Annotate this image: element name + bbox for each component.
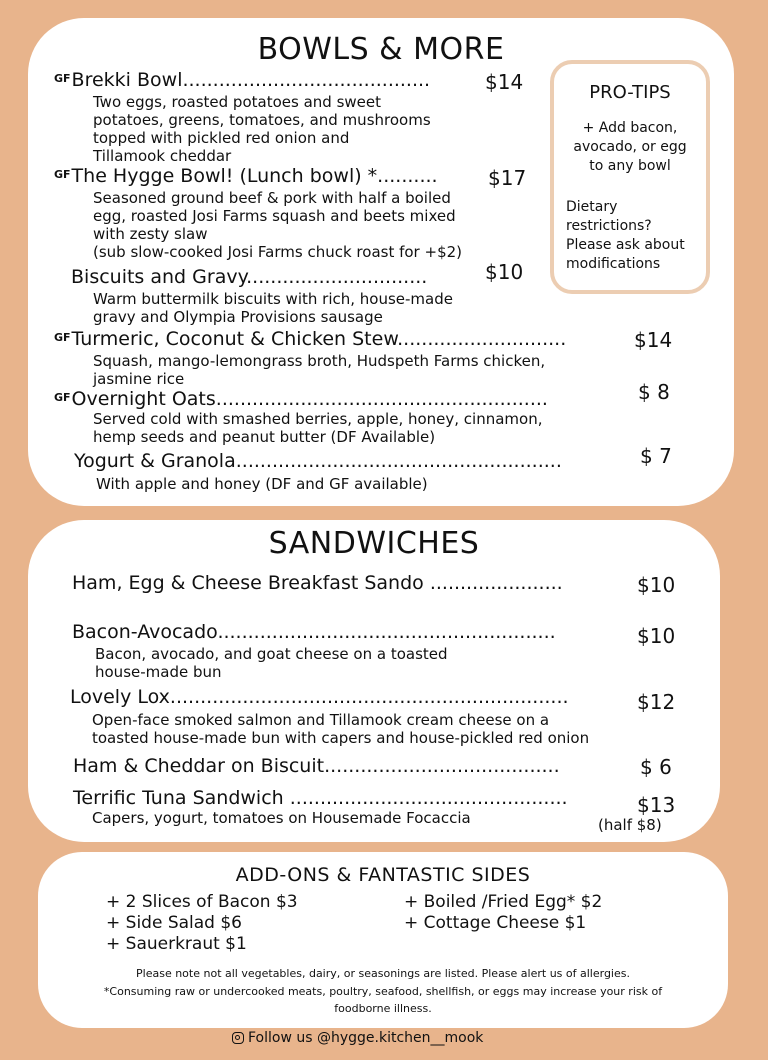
item-description: [95, 645, 448, 681]
desc-line: Squash, mango-lemongrass broth, Hudspeth Farms chicken,: [93, 352, 546, 370]
leader-dots: ..................................................................: [169, 686, 569, 708]
desc-line: with zesty slaw: [93, 225, 208, 243]
desc-line: Two eggs, roasted potatoes and sweet: [93, 93, 381, 111]
item-price: $14: [634, 328, 673, 352]
desc-line: Seasoned ground beef & pork with half a boiled: [93, 189, 451, 207]
item-description: [93, 352, 545, 388]
gf-badge: GF: [54, 391, 71, 404]
desc-line: gravy and Olympia Provisions sausage: [93, 308, 383, 326]
leader-dots: ........................................................: [217, 621, 556, 643]
leader-dots: ..........: [377, 165, 438, 187]
desc-line: Warm buttermilk biscuits with rich, house-made: [93, 290, 453, 308]
leader-dots: ............................: [397, 328, 567, 350]
item-price: $ 7: [640, 444, 672, 468]
social-follow[interactable]: [232, 1030, 483, 1046]
item-name: Terrific Tuna Sandwich: [73, 787, 284, 809]
leader-dots: ..............................: [246, 266, 428, 288]
sandwiches-title: SANDWICHES: [268, 526, 480, 561]
addon-item: + Side Salad $6: [106, 913, 242, 933]
leader-dots: .........................................: [182, 69, 431, 91]
pro-tips-title: PRO-TIPS: [589, 82, 671, 103]
item-price: $13: [637, 793, 676, 817]
desc-line: Bacon, avocado, and goat cheese on a toasted: [95, 645, 448, 663]
menu-item-hygge-bowl: [54, 165, 438, 187]
instagram-icon: [232, 1032, 244, 1044]
desc-line: hemp seeds and peanut butter (DF Available): [93, 428, 436, 446]
item-name: Lovely Lox: [70, 686, 170, 708]
menu-item-bacon-avocado: [72, 621, 556, 643]
item-price: $17: [488, 166, 527, 190]
item-description: [93, 290, 453, 326]
menu-item-turmeric-stew: [54, 328, 566, 350]
desc-line: jasmine rice: [93, 370, 185, 388]
desc-line: Open-face smoked salmon and Tillamook cream cheese on a: [92, 711, 550, 729]
item-price: $10: [485, 260, 524, 284]
half-price: (half $8): [598, 816, 662, 834]
item-name: Turmeric, Coconut & Chicken Stew: [71, 328, 398, 350]
gf-badge: GF: [54, 72, 71, 85]
desc-line: topped with pickled red onion and: [93, 129, 350, 147]
item-description: [92, 711, 589, 747]
item-price: $ 8: [638, 380, 670, 404]
addons-title: ADD-ONS & FANTASTIC SIDES: [235, 864, 531, 886]
addon-item: + Boiled /Fried Egg* $2: [404, 892, 603, 912]
item-price: $10: [637, 573, 676, 597]
item-name: The Hygge Bowl! (Lunch bowl) *: [71, 165, 378, 187]
addon-item: + Cottage Cheese $1: [404, 913, 587, 933]
item-description: [93, 93, 431, 165]
allergy-note: Please note not all vegetables, dairy, or seasonings are listed. Please alert us of allergies.: [136, 967, 630, 980]
leader-dots: .......................................................: [215, 388, 548, 410]
desc-line: Capers, yogurt, tomatoes on Housemade Focaccia: [92, 809, 471, 827]
item-name: Brekki Bowl: [71, 69, 183, 91]
desc-line: (sub slow-cooked Josi Farms chuck roast for +$2): [93, 243, 463, 261]
item-price: $14: [485, 70, 524, 94]
item-price: $10: [637, 624, 676, 648]
gf-badge: GF: [54, 331, 71, 344]
pro-tip-text: + Add bacon, avocado, or egg to any bowl: [573, 120, 687, 174]
item-name: Yogurt & Granola: [74, 450, 236, 472]
item-name: Ham, Egg & Cheese Breakfast Sando: [72, 572, 424, 594]
item-price: $12: [637, 690, 676, 714]
social-handle[interactable]: Follow us @hygge.kitchen__mook: [248, 1030, 484, 1046]
menu-item-terrific-tuna: [73, 787, 568, 809]
item-description: [96, 475, 428, 493]
addon-item: + 2 Slices of Bacon $3: [106, 892, 298, 912]
menu-item-yogurt-granola: [74, 450, 562, 472]
raw-food-warning: *Consuming raw or undercooked meats, poultry, seafood, shellfish, or eggs may increase your risk of: [103, 985, 663, 998]
menu-item-overnight-oats: [54, 388, 548, 410]
item-name: Bacon-Avocado: [72, 621, 218, 643]
menu-item-ham-cheddar-biscuit: [73, 755, 560, 777]
addons-card: [38, 852, 728, 1028]
item-name: Overnight Oats: [71, 388, 216, 410]
pro-tips-box: [550, 60, 710, 294]
leader-dots: .......................................: [324, 755, 560, 777]
item-price: $ 6: [640, 755, 672, 779]
desc-line: Tillamook cheddar: [93, 147, 232, 165]
menu-item-brekki-bowl: [54, 69, 430, 91]
desc-line: Served cold with smashed berries, apple, honey, cinnamon,: [93, 410, 543, 428]
sandwiches-card: [28, 520, 720, 842]
menu-item-ham-egg-cheese: [72, 572, 563, 594]
desc-line: egg, roasted Josi Farms squash and beets mixed: [93, 207, 456, 225]
desc-line: toasted house-made bun with capers and house-pickled red onion: [92, 729, 590, 747]
desc-line: house-made bun: [95, 663, 222, 681]
desc-line: With apple and honey (DF and GF available): [96, 475, 428, 493]
raw-food-warning-cont: foodborne illness.: [334, 1002, 432, 1015]
gf-badge: GF: [54, 168, 71, 181]
bowls-title: BOWLS & MORE: [257, 32, 505, 67]
menu-item-lovely-lox: [70, 686, 569, 708]
leader-dots: ......................: [423, 572, 563, 594]
item-description: [93, 189, 462, 261]
item-name: Ham & Cheddar on Biscuit: [73, 755, 325, 777]
item-description: [92, 809, 471, 827]
menu-item-biscuits-gravy: [71, 266, 427, 288]
dietary-note: Dietary restrictions? Please ask about modifications: [566, 199, 685, 272]
leader-dots: ..............................................: [283, 787, 568, 809]
item-name: Biscuits and Gravy: [71, 266, 247, 288]
item-description: [93, 410, 543, 446]
addon-item: + Sauerkraut $1: [106, 934, 247, 954]
leader-dots: ......................................................: [235, 450, 562, 472]
desc-line: potatoes, greens, tomatoes, and mushrooms: [93, 111, 431, 129]
